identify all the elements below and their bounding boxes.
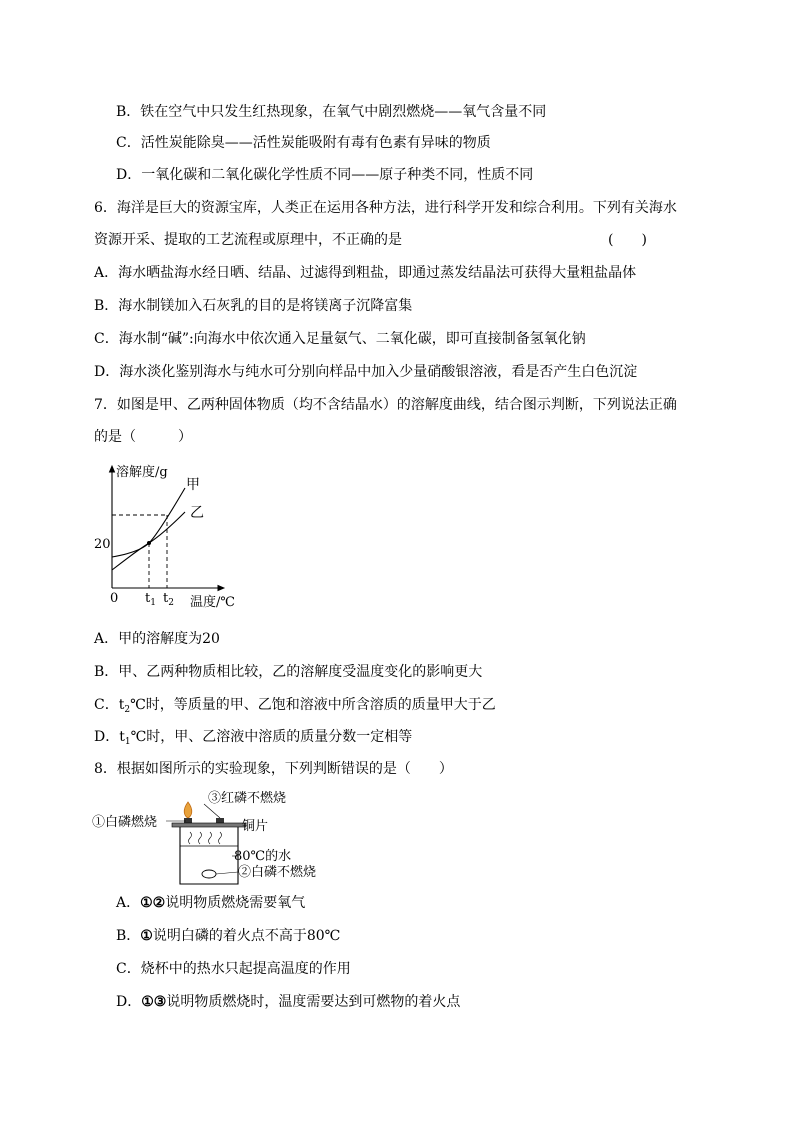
option-text: 说明物质燃烧需要氧气 (165, 895, 306, 911)
q7-stem-line2: 的是（ ） (94, 429, 192, 445)
option-letter: B． (116, 928, 141, 944)
q6-stem-text: 资源开采、提取的工艺流程或原理中，不正确的是 (94, 232, 402, 248)
option-text: 甲、乙两种物质相比较，乙的溶解度受温度变化的影响更大 (118, 664, 483, 680)
q8-option-c (116, 960, 351, 978)
option-marks: ① (140, 928, 153, 944)
option-text: ℃时，等质量的甲、乙饱和溶液中所含溶质的质量甲大于乙 (130, 697, 496, 713)
option-letter: C． (116, 135, 141, 151)
solubility-chart (90, 460, 250, 620)
x-tick-label-t1 (145, 592, 156, 610)
q6-option-a: A．海水晒盐海水经日晒、结晶、过滤得到粗盐，即通过蒸发结晶法可获得大量粗盐晶体 (94, 265, 637, 281)
q8-option-d (116, 993, 460, 1011)
q6-option-d: D．海水淡化鉴别海水与纯水可分别向样品中加入少量硝酸银溶液，看是否产生白色沉淀 (94, 364, 638, 380)
option-text: 一氧化碳和二氧化碳化学性质不同——原子种类不同，性质不同 (141, 167, 534, 183)
steam-icon (219, 832, 222, 844)
option-text: 说明白磷的着火点不高于80℃ (152, 928, 341, 944)
y-tick-label: 20 (94, 537, 111, 552)
series-yi-curve (112, 512, 185, 570)
label-white-phosphorus-burning: ①白磷燃烧 (92, 815, 158, 830)
q7-stem-line1: 7．如图是甲、乙两种固体物质（均不含结晶水）的溶解度曲线，结合图示判断，下列说法正确 (94, 397, 677, 413)
q8-stem: 8．根据如图所示的实验现象，下列判断错误的是（ ） (94, 761, 453, 777)
q7-option-a (94, 630, 220, 648)
steam-icon (189, 832, 192, 844)
option-marks: ①② (140, 895, 166, 911)
q6-stem-line2 (94, 231, 402, 249)
label-red-phosphorus: ③红磷不燃烧 (208, 791, 287, 806)
origin-label: 0 (110, 591, 119, 606)
q5-option-c (116, 134, 491, 152)
option-text: 说明物质燃烧时，温度需要达到可燃物的着火点 (166, 994, 461, 1010)
option-sub: 1 (124, 737, 131, 747)
q7-option-d (94, 728, 412, 751)
option-var: t (119, 729, 125, 745)
x-axis-label: 温度/℃ (190, 595, 235, 610)
option-text: 铁在空气中只发生红热现象，在氧气中剧烈燃烧——氧气含量不同 (140, 104, 547, 120)
steam-icon (209, 832, 212, 844)
option-text: ℃时，甲、乙溶液中溶质的质量分数一定相等 (130, 729, 413, 745)
label-copper-sheet: 铜片 (242, 819, 269, 834)
q5-option-d (116, 166, 533, 184)
combustion-experiment-figure (92, 788, 332, 888)
option-letter: B． (116, 104, 141, 120)
tick-t: t (163, 591, 169, 606)
label-white-phosphorus-not-burning: ②白磷不燃烧 (238, 865, 317, 880)
option-text: 甲的溶解度为20 (118, 631, 220, 647)
series-yi-label: 乙 (190, 505, 204, 521)
leader-line (204, 804, 220, 818)
copper-sheet (172, 823, 246, 827)
option-letter: C． (116, 961, 141, 977)
white-phosphorus-bottom (202, 870, 216, 878)
tick-sub: 2 (168, 598, 174, 608)
leader-line (216, 872, 238, 874)
option-text: 烧杯中的热水只起提高温度的作用 (140, 961, 351, 977)
flame-icon (184, 802, 192, 818)
answer-bracket: ( ) (608, 232, 647, 248)
option-letter: A． (116, 895, 141, 911)
y-axis-label: 溶解度/g (116, 465, 168, 480)
option-letter: B． (94, 664, 119, 680)
option-var: t (118, 697, 125, 713)
tick-sub: 1 (150, 598, 156, 608)
option-letter: D． (116, 994, 142, 1010)
white-phosphorus-top (184, 818, 192, 823)
intersection-point (147, 541, 151, 545)
option-sub: 2 (124, 705, 131, 715)
option-letter: D． (94, 729, 120, 745)
option-marks: ①③ (141, 994, 167, 1010)
series-jia-label: 甲 (186, 477, 200, 493)
q8-option-b (116, 927, 340, 945)
steam-icon (199, 832, 202, 844)
x-tick-label-t2 (163, 592, 174, 610)
label-hot-water: 80℃的水 (234, 849, 292, 864)
q6-stem-line1: 6．海洋是巨大的资源宝库，人类正在运用各种方法，进行科学开发和综合利用。下列有关海水 (94, 200, 677, 216)
option-letter: A． (94, 631, 119, 647)
red-phosphorus (216, 818, 224, 823)
q5-option-b (116, 103, 546, 121)
option-text: 活性炭能除臭——活性炭能吸附有毒有色素有异味的物质 (140, 135, 491, 151)
q7-option-c (94, 696, 496, 719)
q7-option-b (94, 663, 482, 681)
tick-t: t (145, 591, 151, 606)
q6-option-c: C．海水制“碱”:向海水中依次通入足量氨气、二氧化碳，即可直接制备氢氧化钠 (94, 331, 586, 347)
q6-option-b: B．海水制镁加入石灰乳的目的是将镁离子沉降富集 (94, 298, 413, 314)
option-letter: C． (94, 697, 119, 713)
option-letter: D． (116, 167, 142, 183)
beaker (180, 827, 238, 884)
q8-option-a (116, 894, 305, 912)
